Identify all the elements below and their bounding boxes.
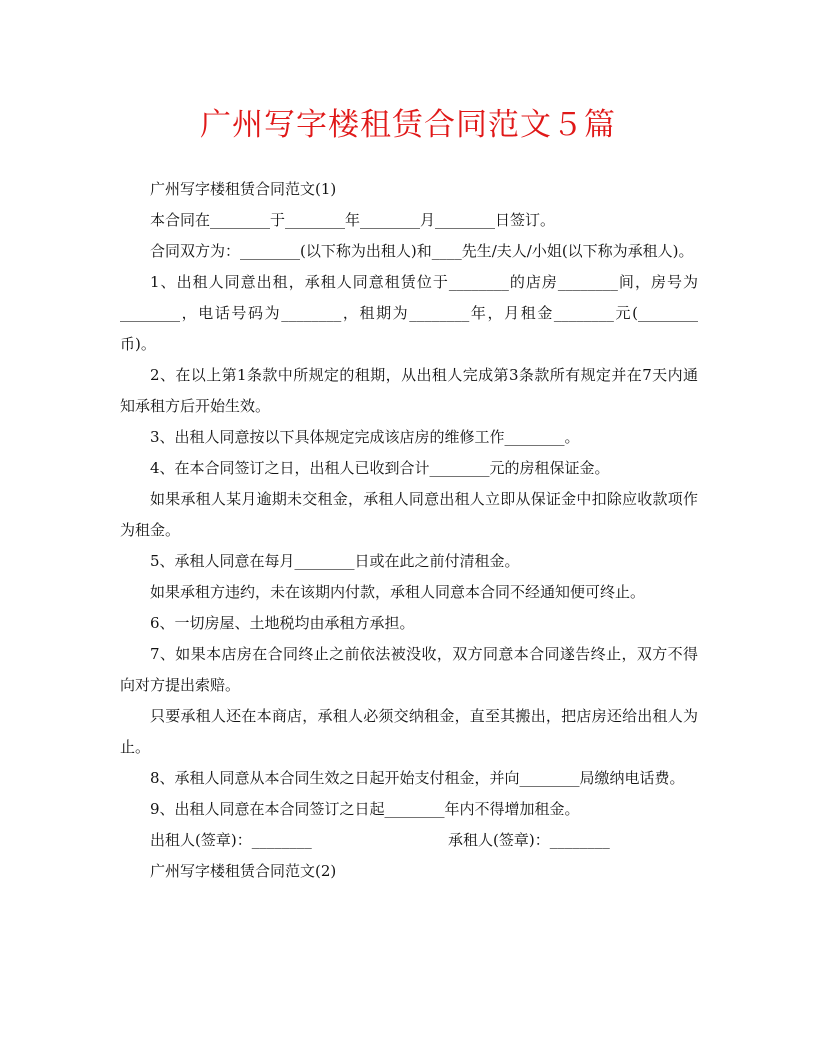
paragraph: 如果承租方违约，未在该期内付款，承租人同意本合同不经通知便可终止。 [150,583,646,601]
lessor-signature: 出租人(签章)：________ [150,831,312,849]
clause-3: 3、出租人同意按以下具体规定完成该店房的维修工作________。 [150,428,580,446]
document-title: 广州写字楼租赁合同范文５篇 [200,107,616,143]
clause-8: 8、承租人同意从本合同生效之日起开始支付租金，并向________局缴纳电话费。 [150,769,685,787]
clause-6: 6、一切房屋、土地税均由承租方承担。 [150,614,415,632]
paragraph: 如果承租人某月逾期未交租金，承租人同意出租人立即从保证金中扣除应收款项作为租金。 [120,490,698,539]
paragraph: 只要承租人还在本商店，承租人必须交纳租金，直至其搬出，把店房还给出租人为止。 [120,707,698,756]
section-heading: 广州写字楼租赁合同范文(2) [150,862,337,880]
clause-4: 4、在本合同签订之日，出租人已收到合计________元的房租保证金。 [150,459,610,477]
document-body [120,174,698,887]
paragraph: 本合同在________于________年________月________日签订。 [150,211,556,229]
paragraph: 合同双方为：________(以下称为出租人)和____先生/夫人/小姐(以下称为承租人)。 [150,242,694,260]
section-heading: 广州写字楼租赁合同范文(1) [150,180,337,198]
signature-row [120,825,698,856]
clause-5: 5、承租人同意在每月________日或在此之前付清租金。 [150,552,520,570]
clause-9: 9、出租人同意在本合同签订之日起________年内不得增加租金。 [150,800,580,818]
clause-2: 2、在以上第1条款中所规定的租期，从出租人完成第3条款所有规定并在7天内通知承租方后开始生效。 [120,366,698,415]
clause-1: 1、出租人同意出租，承租人同意租赁位于________的店房________间，房号为________，电话号码为________，租期为________年，月租金________元(________币)。 [120,273,698,353]
clause-7: 7、如果本店房在合同终止之前依法被没收，双方同意本合同遂告终止，双方不得向对方提出索赔。 [120,645,698,694]
lessee-signature: 承租人(签章)：________ [448,831,610,849]
